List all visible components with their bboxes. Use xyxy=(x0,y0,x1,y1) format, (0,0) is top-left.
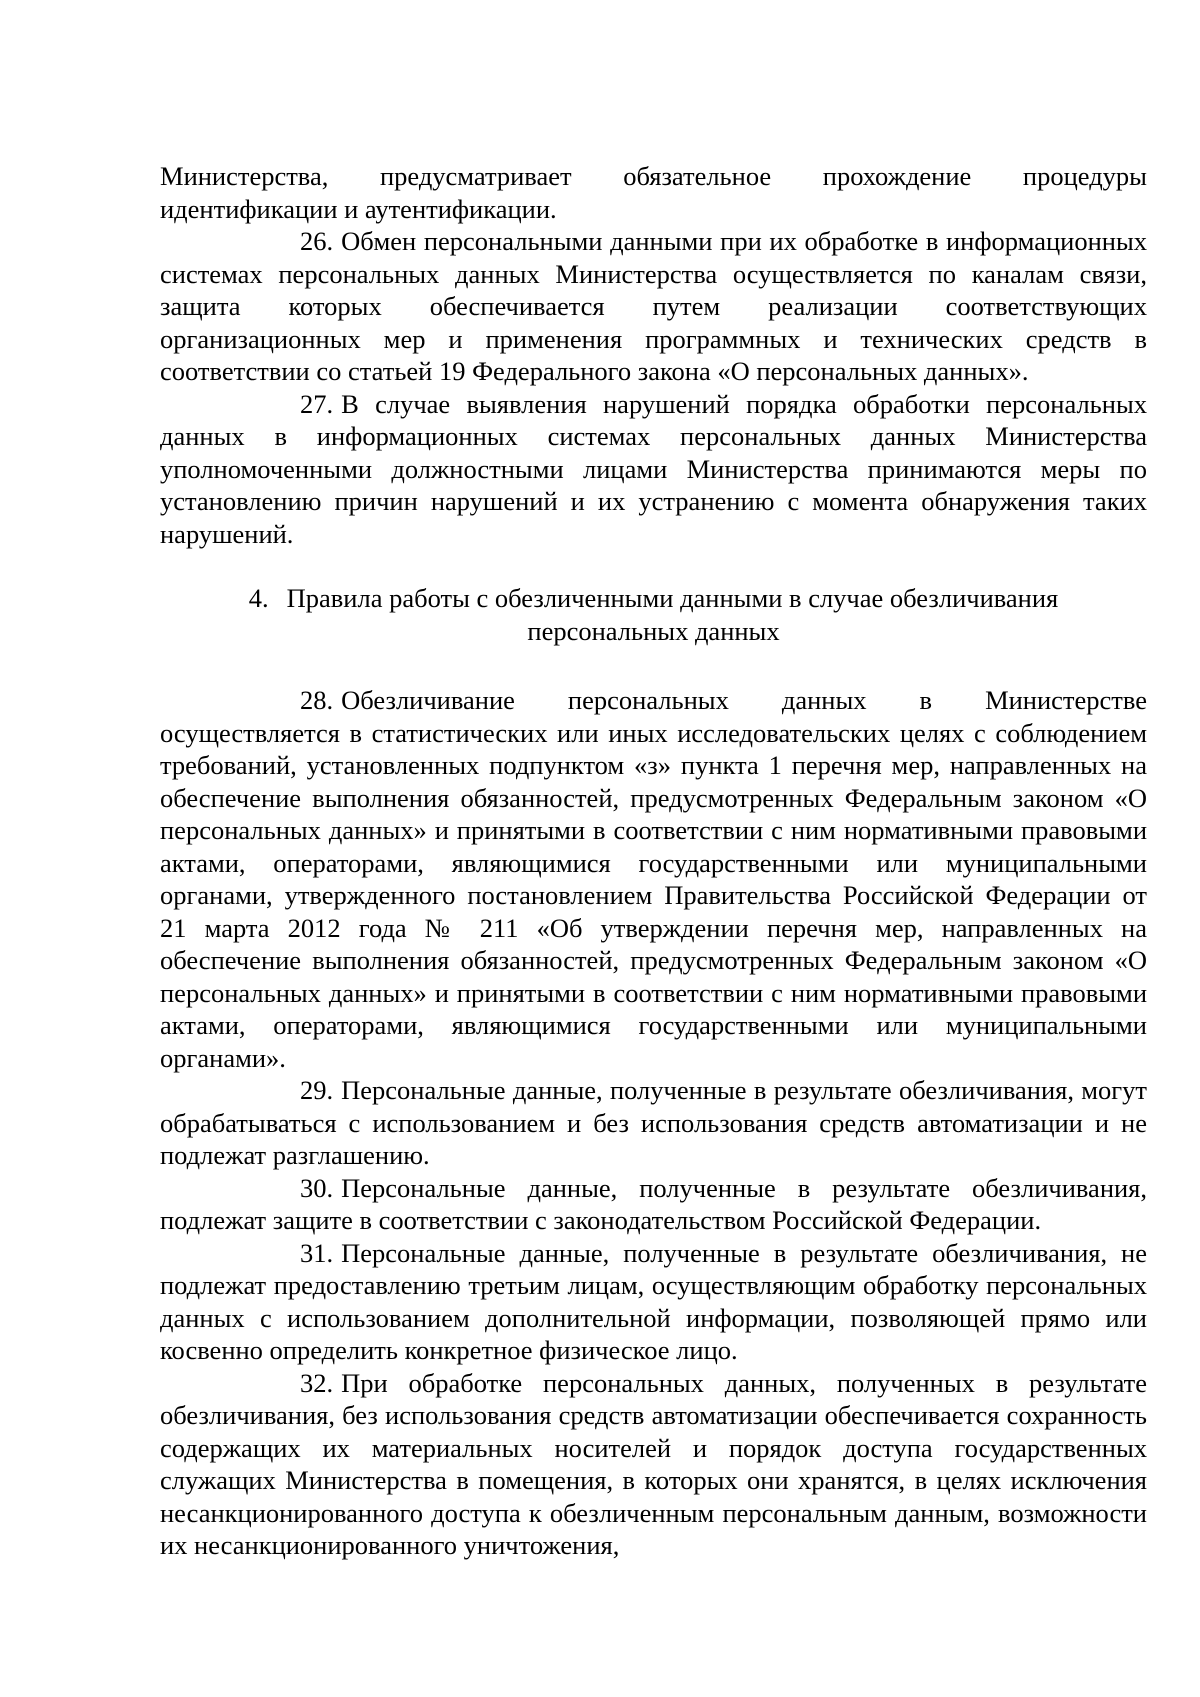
paragraph-32 xyxy=(160,1367,1147,1562)
continuation-paragraph: Министерства, предусматривает обязательное прохождение процедуры идентификации и аутентификации. xyxy=(160,161,1147,224)
section-heading-line-1 xyxy=(160,582,1147,615)
paragraph-text: Обезличивание персональных данных в Министерстве осуществляется в статистических или иных исследовательских целях с соблюдением требований, установленных подпунктом «з» пункта 1 перечня мер, направленных на обеспечение выполнения обязанностей, предусмотренных Федеральным законом «О персональных данных» и принятыми в соответствии с ним нормативными правовыми актами, операторами, являющимися государственными или муниципальными органами, утвержденного постановлением Правительства Российской Федерации от 21 марта 2012 года № 211 «Об утверждении перечня мер, направленных на обеспечение выполнения обязанностей, предусмотренных Федеральным законом «О персональных данных» и принятыми в соответствии с ним нормативными правовыми актами, операторами, являющимися государственными или муниципальными органами». xyxy=(160,685,1147,1073)
paragraph-26 xyxy=(160,225,1147,388)
paragraph-text: Обмен персональными данными при их обработке в информационных системах персональных данных Министерства осуществляется по каналам связи, защита которых обеспечивается путем реализации соответствующих организационных мер и применения программных и технических средств в соответствии со статьей 19 Федерального закона «О персональных данных». xyxy=(160,226,1147,386)
document-body xyxy=(160,160,1147,1562)
paragraph-number: 29. xyxy=(300,1075,334,1105)
paragraph-31 xyxy=(160,1237,1147,1367)
paragraph-number: 30. xyxy=(300,1172,334,1203)
paragraph-number: 27. xyxy=(300,388,334,419)
paragraph-27 xyxy=(160,388,1147,551)
paragraph-number: 31. xyxy=(300,1237,334,1268)
section-heading xyxy=(160,582,1147,647)
paragraph-text: При обработке персональных данных, полученных в результате обезличивания, без использования средств автоматизации обеспечивается сохранность содержащих их материальных носителей и порядок доступа государственных служащих Министерства в помещения, в которых они хранятся, в целях исключения несанкционированного доступа к обезличенным персональным данным, возможности их несанкционированного уничтожения, xyxy=(160,1367,1147,1560)
paragraph-text: Персональные данные, полученные в результате обезличивания, не подлежат предоставлению третьим лицам, осуществляющим обработку персональных данных с использованием дополнительной информации, позволяющей прямо или косвенно определить конкретное физическое лицо. xyxy=(160,1237,1147,1365)
section-title-text: Правила работы с обезличенными данными в случае обезличивания xyxy=(286,583,1059,613)
paragraph-text: Персональные данные, полученные в результате обезличивания, подлежат защите в соответствии с законодательством Российской Федерации. xyxy=(160,1172,1147,1235)
paragraph-text: В случае выявления нарушений порядка обработки персональных данных в информационных системах персональных данных Министерства уполномоченными должностными лицами Министерства принимаются меры по установлению причин нарушений и их устранению с момента обнаружения таких нарушений. xyxy=(160,388,1147,549)
paragraph-30 xyxy=(160,1172,1147,1237)
section-number: 4. xyxy=(248,583,269,613)
paragraph-number: 32. xyxy=(300,1367,334,1398)
paragraph-text: Персональные данные, полученные в результате обезличивания, могут обрабатываться с использованием и без использования средств автоматизации и не подлежат разглашению. xyxy=(160,1075,1147,1170)
paragraph-number: 26. xyxy=(300,226,334,256)
paragraph-28 xyxy=(160,684,1147,1074)
section-heading-line-2: персональных данных xyxy=(527,615,780,646)
paragraph-29 xyxy=(160,1074,1147,1172)
paragraph-number: 28. xyxy=(300,685,334,715)
